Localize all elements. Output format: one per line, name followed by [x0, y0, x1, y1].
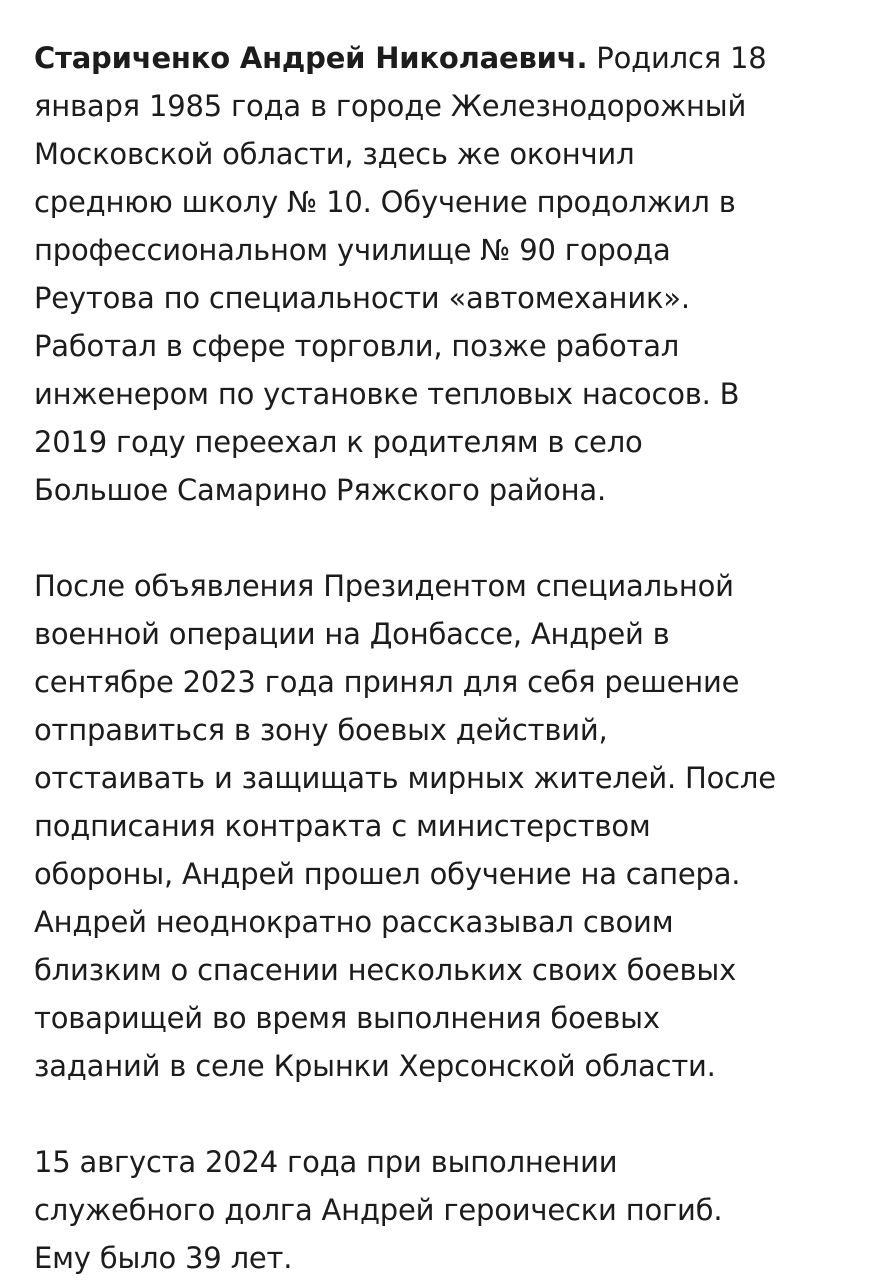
text-line: близким о спасении нескольких своих боевых — [34, 953, 737, 987]
text-line: подписания контракта с министерством — [34, 809, 651, 843]
paragraph-death — [34, 1138, 854, 1282]
text-line: сентябре 2023 года принял для себя решение — [34, 665, 740, 699]
text-line: января 1985 года в городе Железнодорожный — [34, 89, 747, 123]
text-line: Ему было 39 лет. — [34, 1241, 293, 1275]
text-line: Андрей неоднократно рассказывал своим — [34, 905, 674, 939]
text-fragment: Родился 18 — [587, 41, 767, 75]
text-line: После объявления Президентом специальной — [34, 569, 734, 603]
text-line: заданий в селе Крынки Херсонской области. — [34, 1049, 716, 1083]
text-line: Работал в сфере торговли, позже работал — [34, 329, 680, 363]
text-line: среднюю школу № 10. Обучение продолжил в — [34, 185, 736, 219]
text-line: Московской области, здесь же окончил — [34, 137, 635, 171]
text-line: профессиональном училище № 90 города — [34, 233, 671, 267]
text-line: обороны, Андрей прошел обучение на сапера. — [34, 857, 741, 891]
text-line: 2019 году переехал к родителям в село — [34, 425, 643, 459]
person-name: Стариченко Андрей Николаевич. — [34, 41, 588, 75]
text-line: отстаивать и защищать мирных жителей. После — [34, 761, 776, 795]
text-line: 15 августа 2024 года при выполнении — [34, 1145, 618, 1179]
text-line: Реутова по специальности «автомеханик». — [34, 281, 690, 315]
text-line: инженером по установке тепловых насосов. В — [34, 377, 740, 411]
text-line: служебного долга Андрей героически погиб. — [34, 1193, 723, 1227]
paragraph-biography — [34, 34, 854, 514]
text-line: Большое Самарино Ряжского района. — [34, 473, 607, 507]
text-line — [34, 34, 854, 82]
text-line: товарищей во время выполнения боевых — [34, 1001, 660, 1035]
text-line: отправиться в зону боевых действий, — [34, 713, 608, 747]
article-body — [34, 34, 854, 1282]
text-line: военной операции на Донбассе, Андрей в — [34, 617, 670, 651]
paragraph-service — [34, 562, 854, 1090]
